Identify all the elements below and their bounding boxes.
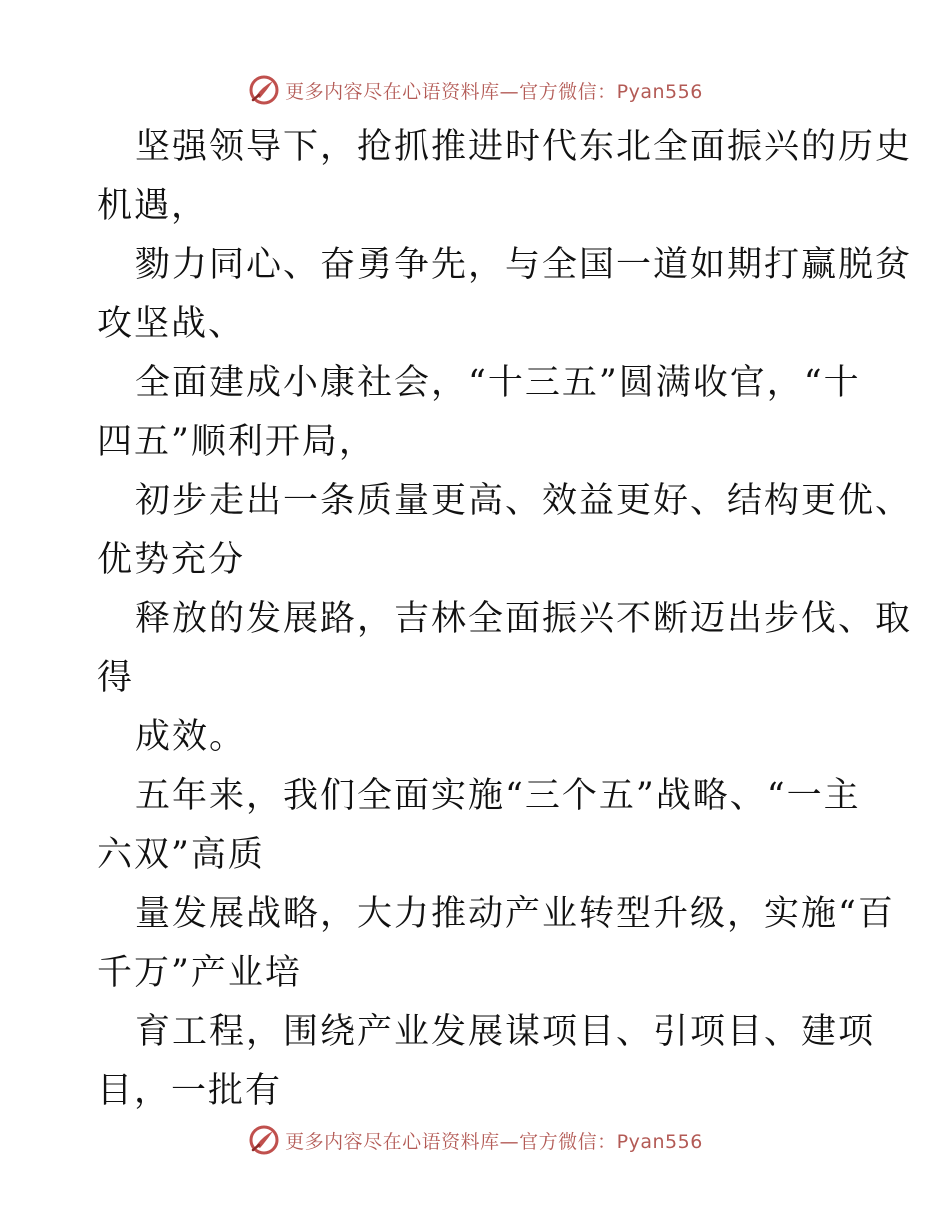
text-line: 千万”产业培: [97, 953, 302, 993]
footer-banner-text: 更多内容尽在心语资料库—官方微信：Pyan556: [285, 1130, 703, 1153]
text-line: 优势充分: [97, 540, 246, 580]
text-line: 坚强领导下，抢抓推进时代东北全面振兴的历史: [135, 127, 913, 167]
text-line: 育工程，围绕产业发展谋项目、引项目、建项: [135, 1012, 876, 1052]
text-line: 机遇，: [97, 186, 209, 226]
text-line: 释放的发展路，吉林全面振兴不断迈出步伐、取: [135, 599, 913, 639]
text-line: 四五”顺利开局，: [97, 422, 376, 462]
text-line: 勠力同心、奋勇争先，与全国一道如期打赢脱贫: [135, 245, 913, 285]
text-line: 五年来，我们全面实施“三个五”战略、“一主: [135, 776, 861, 816]
brush-logo-icon: [247, 1123, 281, 1157]
footer-banner: [0, 1120, 950, 1160]
text-line: 目，一批有: [97, 1071, 283, 1111]
text-line: 六双”高质: [97, 835, 265, 875]
text-line: 得: [97, 658, 135, 698]
text-line: 全面建成小康社会，“十三五”圆满收官，“十: [135, 363, 861, 403]
brush-logo-icon: [247, 73, 281, 107]
text-line: 成效。: [135, 717, 247, 757]
header-banner-text: 更多内容尽在心语资料库—官方微信：Pyan556: [285, 80, 703, 103]
text-line: 初步走出一条质量更高、效益更好、结构更优、: [135, 481, 913, 521]
text-line: 攻坚战、: [97, 304, 246, 344]
document-body: [97, 118, 913, 1121]
text-line: 量发展战略，大力推动产业转型升级，实施“百: [135, 894, 895, 934]
header-banner: [0, 70, 950, 110]
